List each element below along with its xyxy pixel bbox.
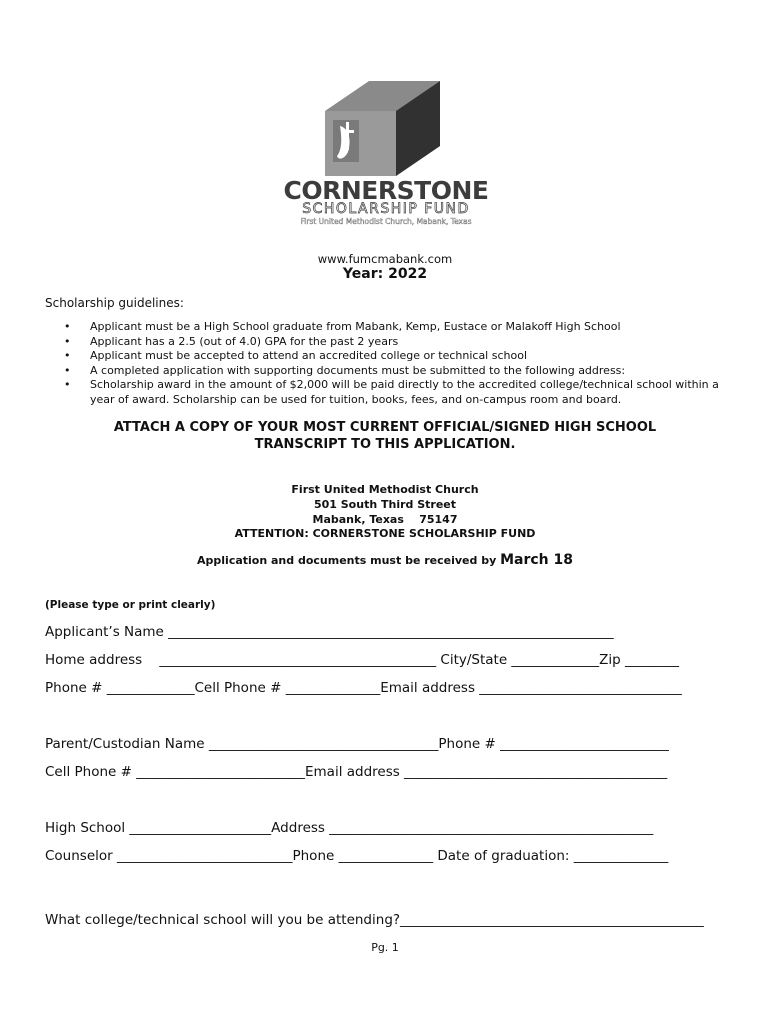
- applicant-name-field[interactable]: Applicant’s Name __________________________________________________________________: [45, 624, 614, 640]
- guideline-item: • A completed application with supporting documents must be submitted to the following address:: [62, 364, 722, 379]
- deadline-text: Application and documents must be received by: [197, 554, 501, 567]
- deadline-date: March 18: [500, 552, 573, 568]
- logo-subtitle: SCHOLARSHIP FUND: [302, 201, 470, 217]
- guidelines-heading: Scholarship guidelines:: [45, 296, 184, 310]
- logo-title: CORNERSTONE: [283, 176, 489, 205]
- home-address-row[interactable]: Home address _________________________________________ City/State _____________Zip ________: [45, 652, 680, 668]
- mailing-address: [0, 483, 770, 542]
- mailing-name: First United Methodist Church: [291, 483, 479, 496]
- transcript-notice-line: ATTACH A COPY OF YOUR MOST CURRENT OFFICIAL/SIGNED HIGH SCHOOL: [113, 420, 657, 435]
- deadline-notice: [0, 552, 770, 568]
- transcript-notice: [0, 419, 770, 453]
- mailing-attention: ATTENTION: CORNERSTONE SCHOLARSHIP FUND: [234, 527, 536, 541]
- guideline-item: • Scholarship award in the amount of $2,000 will be paid directly to the accredited college/technical school within a year of award. Scholarship can be used for tuition, books, fees, and on-campus room and board.: [62, 378, 722, 407]
- print-clearly-note: (Please type or print clearly): [45, 599, 216, 611]
- logo-church-line: First United Methodist Church, Mabank, Texas: [300, 217, 472, 226]
- page-number: Pg. 1: [371, 941, 399, 954]
- transcript-notice-line: TRANSCRIPT TO THIS APPLICATION.: [254, 437, 516, 452]
- parent-contact-row[interactable]: Cell Phone # _________________________Email address _______________________________________: [45, 764, 668, 780]
- mailing-city: Mabank, Texas 75147: [312, 512, 458, 526]
- phone-row[interactable]: Phone # _____________Cell Phone # ______________Email address ______________________________: [45, 680, 682, 696]
- cornerstone-cube-icon: [280, 80, 492, 180]
- mailing-street: 501 South Third Street: [313, 497, 457, 511]
- college-row[interactable]: What college/technical school will you be attending?_____________________________________________: [45, 912, 704, 928]
- guideline-item: • Applicant has a 2.5 (out of 4.0) GPA for the past 2 years: [62, 335, 722, 350]
- guideline-item: • Applicant must be a High School graduate from Mabank, Kemp, Eustace or Malakoff High School: [62, 320, 722, 335]
- high-school-row[interactable]: High School _____________________Address ________________________________________________: [45, 820, 654, 836]
- guidelines-list: [62, 320, 722, 408]
- cornerstone-logo: [280, 80, 492, 228]
- guideline-item: • Applicant must be accepted to attend an accredited college or technical school: [62, 349, 722, 364]
- website-url: www.fumcmabank.com: [317, 252, 453, 266]
- parent-custodian-row[interactable]: Parent/Custodian Name __________________________________Phone # _________________________: [45, 736, 669, 752]
- counselor-row[interactable]: Counselor __________________________Phone ______________ Date of graduation: ______________: [45, 848, 669, 864]
- application-year: Year: 2022: [342, 266, 428, 282]
